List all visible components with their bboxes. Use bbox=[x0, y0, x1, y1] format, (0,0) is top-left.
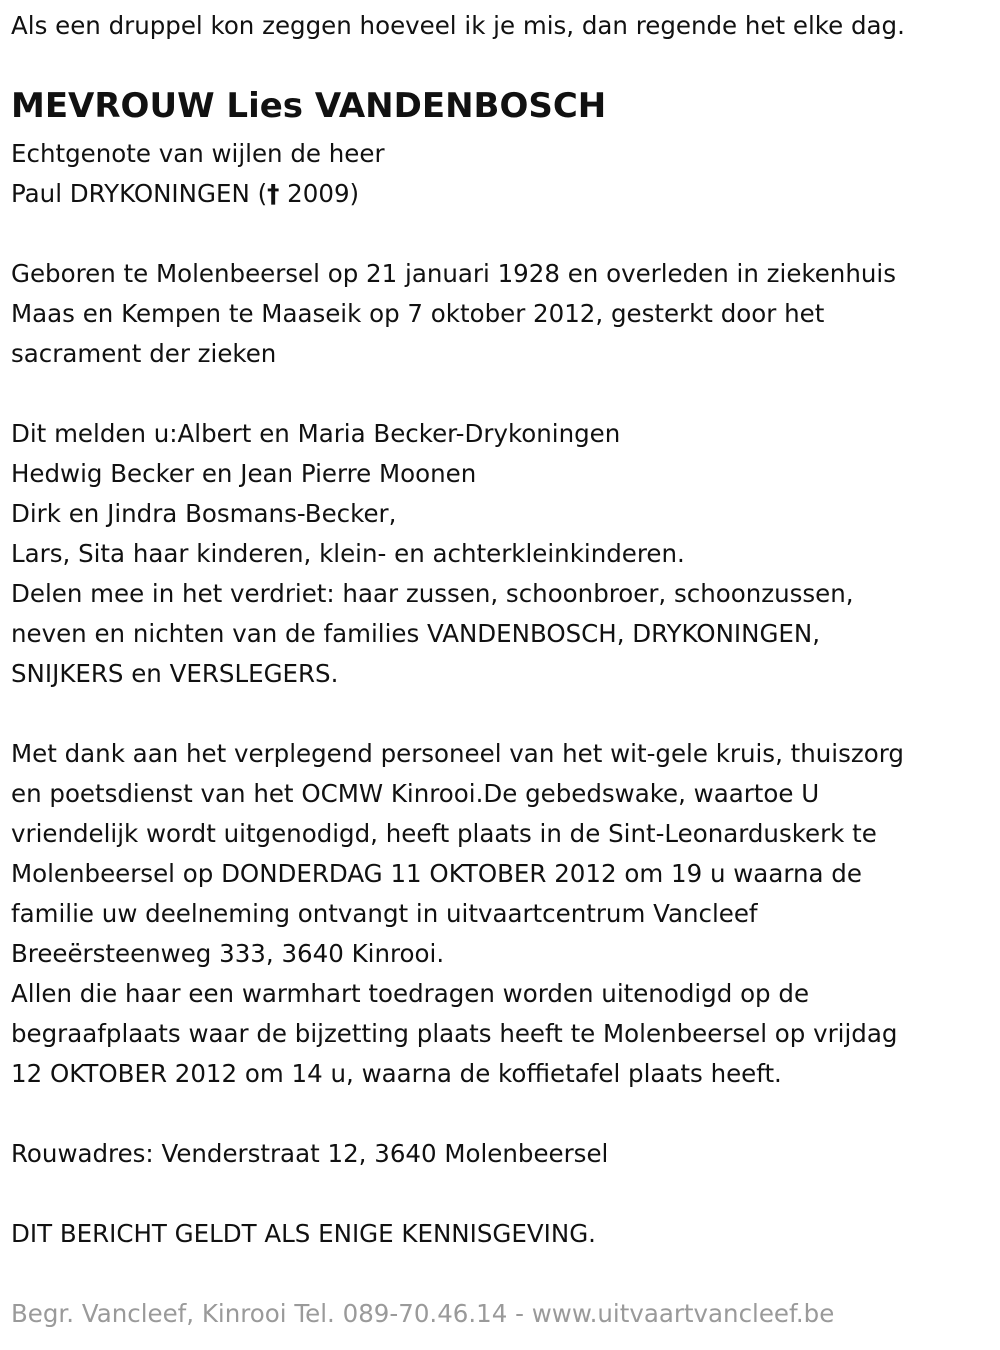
notice-text: DIT BERICHT GELDT ALS ENIGE KENNISGEVING. bbox=[11, 1219, 596, 1248]
spouse-death-year: 2009) bbox=[279, 179, 360, 208]
spouse-section bbox=[11, 134, 385, 214]
cross-icon: † bbox=[267, 179, 280, 208]
spouse-line-1: Echtgenote van wijlen de heer bbox=[11, 139, 385, 168]
thanks-line: 12 OKTOBER 2012 om 14 u, waarna de koffietafel plaats heeft. bbox=[11, 1059, 782, 1088]
opening-quote: Als een druppel kon zeggen hoeveel ik je mis, dan regende het elke dag. bbox=[11, 11, 905, 40]
thanks-line: en poetsdienst van het OCMW Kinrooi.De gebedswake, waartoe U bbox=[11, 779, 820, 808]
spouse-name: Paul DRYKONINGEN ( bbox=[11, 179, 268, 208]
birth-line: Maas en Kempen te Maaseik op 7 oktober 2012, gesterkt door het bbox=[11, 299, 825, 328]
birth-line: Geboren te Molenbeersel op 21 januari 1928 en overleden in ziekenhuis bbox=[11, 259, 896, 288]
thanks-line: Met dank aan het verplegend personeel van het wit-gele kruis, thuiszorg bbox=[11, 739, 904, 768]
family-line: neven en nichten van de families VANDENBOSCH, DRYKONINGEN, bbox=[11, 619, 821, 648]
thanks-line: Allen die haar een warmhart toedragen worden uitenodigd op de bbox=[11, 979, 810, 1008]
family-line: Hedwig Becker en Jean Pierre Moonen bbox=[11, 459, 477, 488]
family-line: Lars, Sita haar kinderen, klein- en achterkleinkinderen. bbox=[11, 539, 685, 568]
thanks-line: Molenbeersel op DONDERDAG 11 OKTOBER 2012 om 19 u waarna de bbox=[11, 859, 862, 888]
family-line: SNIJKERS en VERSLEGERS. bbox=[11, 659, 339, 688]
birth-death-section bbox=[11, 254, 896, 374]
family-line: Dit melden u:Albert en Maria Becker-Drykoningen bbox=[11, 419, 621, 448]
funeral-home-footer: Begr. Vancleef, Kinrooi Tel. 089-70.46.14 - www.uitvaartvancleef.be bbox=[11, 1299, 835, 1328]
deceased-name-title: MEVROUW Lies VANDENBOSCH bbox=[11, 86, 607, 126]
thanks-line: vriendelijk wordt uitgenodigd, heeft plaats in de Sint-Leonarduskerk te bbox=[11, 819, 877, 848]
birth-line: sacrament der zieken bbox=[11, 339, 277, 368]
thanks-line: begraafplaats waar de bijzetting plaats heeft te Molenbeersel op vrijdag bbox=[11, 1019, 898, 1048]
thanks-line: Breeërsteenweg 333, 3640 Kinrooi. bbox=[11, 939, 445, 968]
mourning-address-section bbox=[11, 1134, 608, 1174]
spouse-line-2 bbox=[11, 174, 385, 214]
thanks-ceremony-section bbox=[11, 734, 904, 1094]
mourning-address: Rouwadres: Venderstraat 12, 3640 Molenbeersel bbox=[11, 1139, 609, 1168]
family-line: Delen mee in het verdriet: haar zussen, schoonbroer, schoonzussen, bbox=[11, 579, 854, 608]
thanks-line: familie uw deelneming ontvangt in uitvaartcentrum Vancleef bbox=[11, 899, 758, 928]
family-line: Dirk en Jindra Bosmans-Becker, bbox=[11, 499, 397, 528]
notice-section bbox=[11, 1214, 596, 1254]
family-section bbox=[11, 414, 854, 694]
